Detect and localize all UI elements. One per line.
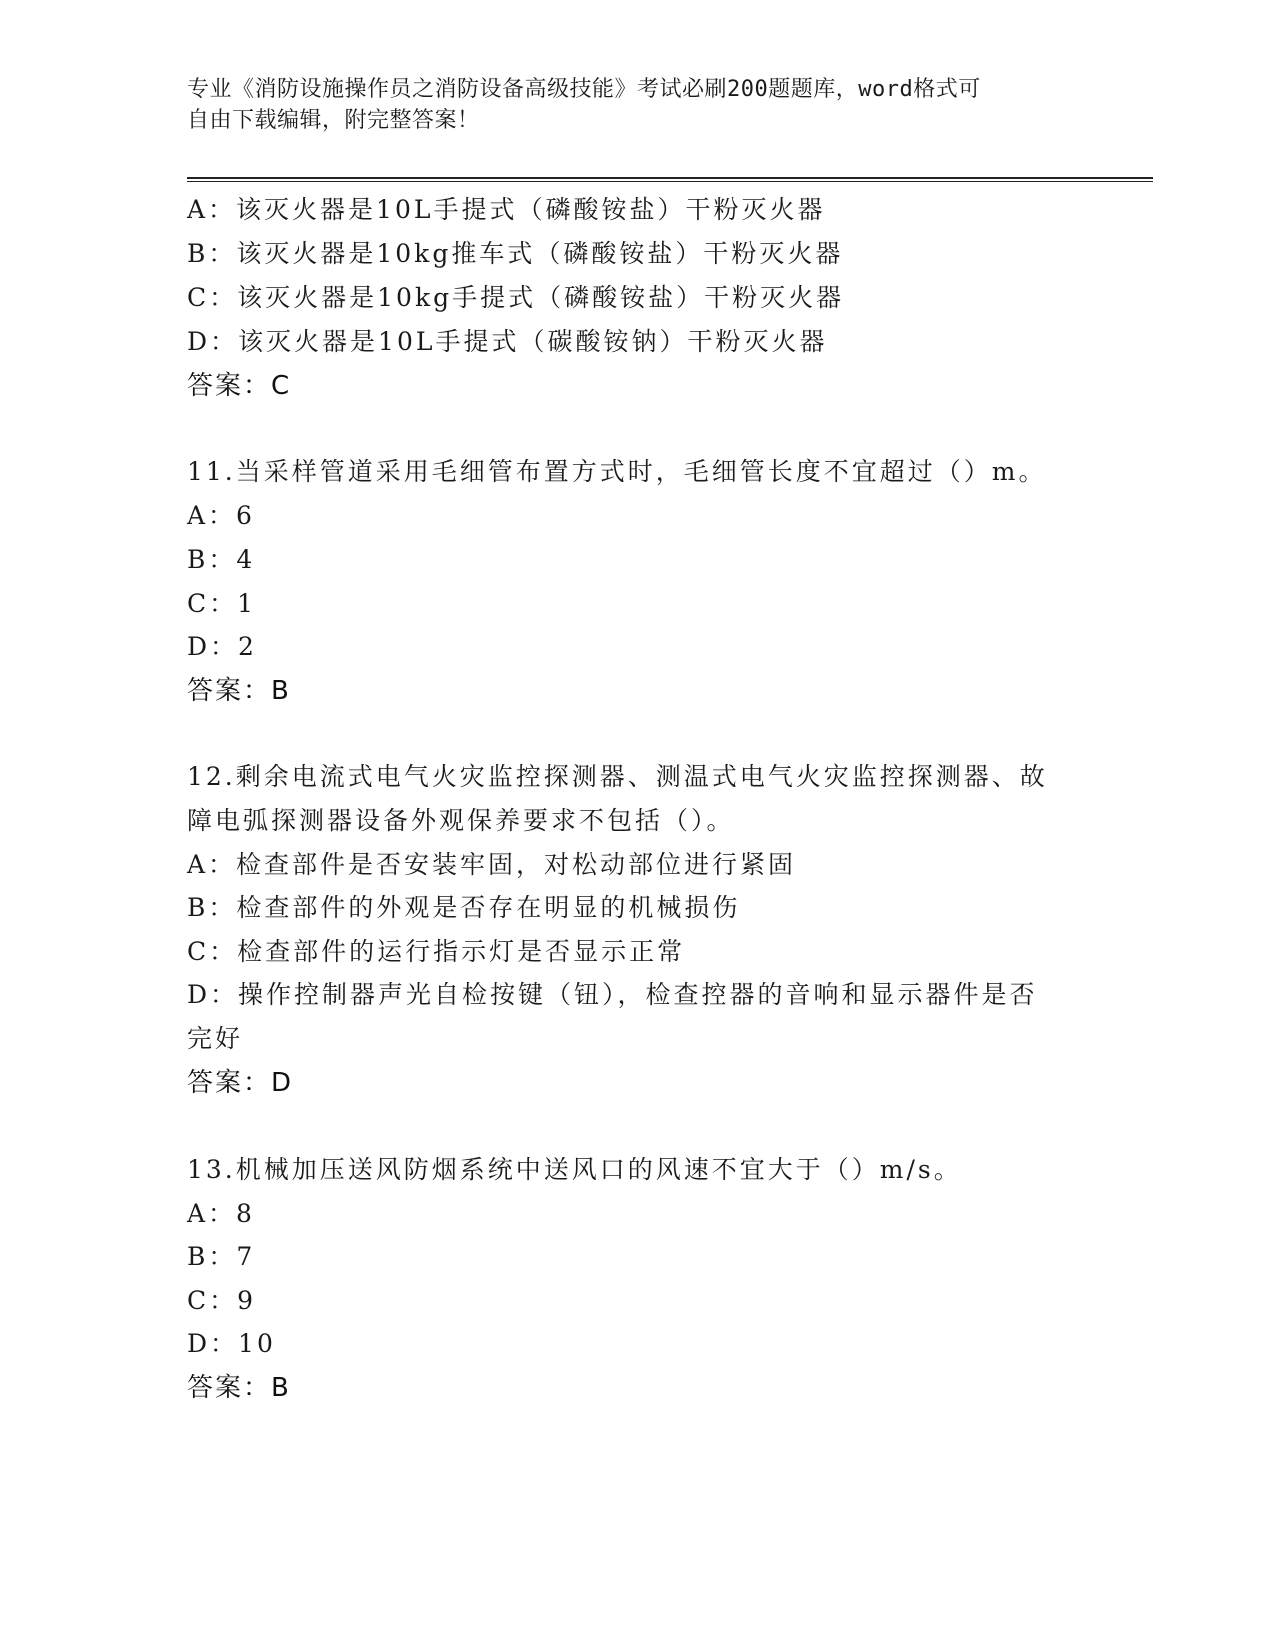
q10-option-a: A：该灭火器是10L手提式（磷酸铵盐）干粉灭火器 bbox=[187, 195, 826, 224]
q13-question: 13.机械加压送风防烟系统中送风口的风速不宜大于（）m/s。 bbox=[187, 1155, 962, 1184]
q10-option-c: C：该灭火器是10kg手提式（磷酸铵盐）干粉灭火器 bbox=[187, 283, 845, 312]
document-header bbox=[187, 74, 1077, 136]
q10-option-d: D：该灭火器是10L手提式（碳酸铵钠）干粉灭火器 bbox=[187, 327, 828, 356]
q12-option-b: B：检查部件的外观是否存在明显的机械损伤 bbox=[187, 893, 741, 922]
q11-answer: 答案：B bbox=[187, 676, 291, 706]
q13-answer: 答案：B bbox=[187, 1373, 291, 1403]
q12-question-line-2: 障电弧探测器设备外观保养要求不包括（）。 bbox=[187, 806, 735, 835]
q12-question-line-1: 12.剩余电流式电气火灾监控探测器、测温式电气火灾监控探测器、故 bbox=[187, 762, 1048, 791]
q12-option-a: A：检查部件是否安装牢固，对松动部位进行紧固 bbox=[187, 850, 797, 879]
q10-option-b: B：该灭火器是10kg推车式（磷酸铵盐）干粉灭火器 bbox=[187, 239, 844, 268]
q12-answer: 答案：D bbox=[187, 1068, 294, 1098]
q11-question: 11.当采样管道采用毛细管布置方式时，毛细管长度不宜超过（）m。 bbox=[187, 457, 1047, 486]
q12-option-d-line-2: 完好 bbox=[187, 1024, 244, 1053]
q13-option-d: D：10 bbox=[187, 1329, 276, 1358]
header-divider bbox=[187, 177, 1153, 182]
q11-option-b: B：4 bbox=[187, 545, 256, 574]
q11-option-c: C：1 bbox=[187, 589, 257, 618]
q11-option-a: A：6 bbox=[187, 501, 255, 530]
header-line-2: 自由下载编辑，附完整答案！ bbox=[187, 108, 480, 133]
q13-option-b: B：7 bbox=[187, 1242, 256, 1271]
q11-option-d: D：2 bbox=[187, 632, 257, 661]
q13-option-a: A：8 bbox=[187, 1199, 255, 1228]
header-line-1: 专业《消防设施操作员之消防设备高级技能》考试必刷200题题库，word格式可 bbox=[187, 77, 981, 102]
q12-option-d-line-1: D：操作控制器声光自检按键（钮），检查控器的音响和显示器件是否 bbox=[187, 980, 1038, 1009]
q12-option-c: C：检查部件的运行指示灯是否显示正常 bbox=[187, 937, 686, 966]
q10-answer: 答案：C bbox=[187, 371, 292, 401]
q13-option-c: C：9 bbox=[187, 1286, 257, 1315]
